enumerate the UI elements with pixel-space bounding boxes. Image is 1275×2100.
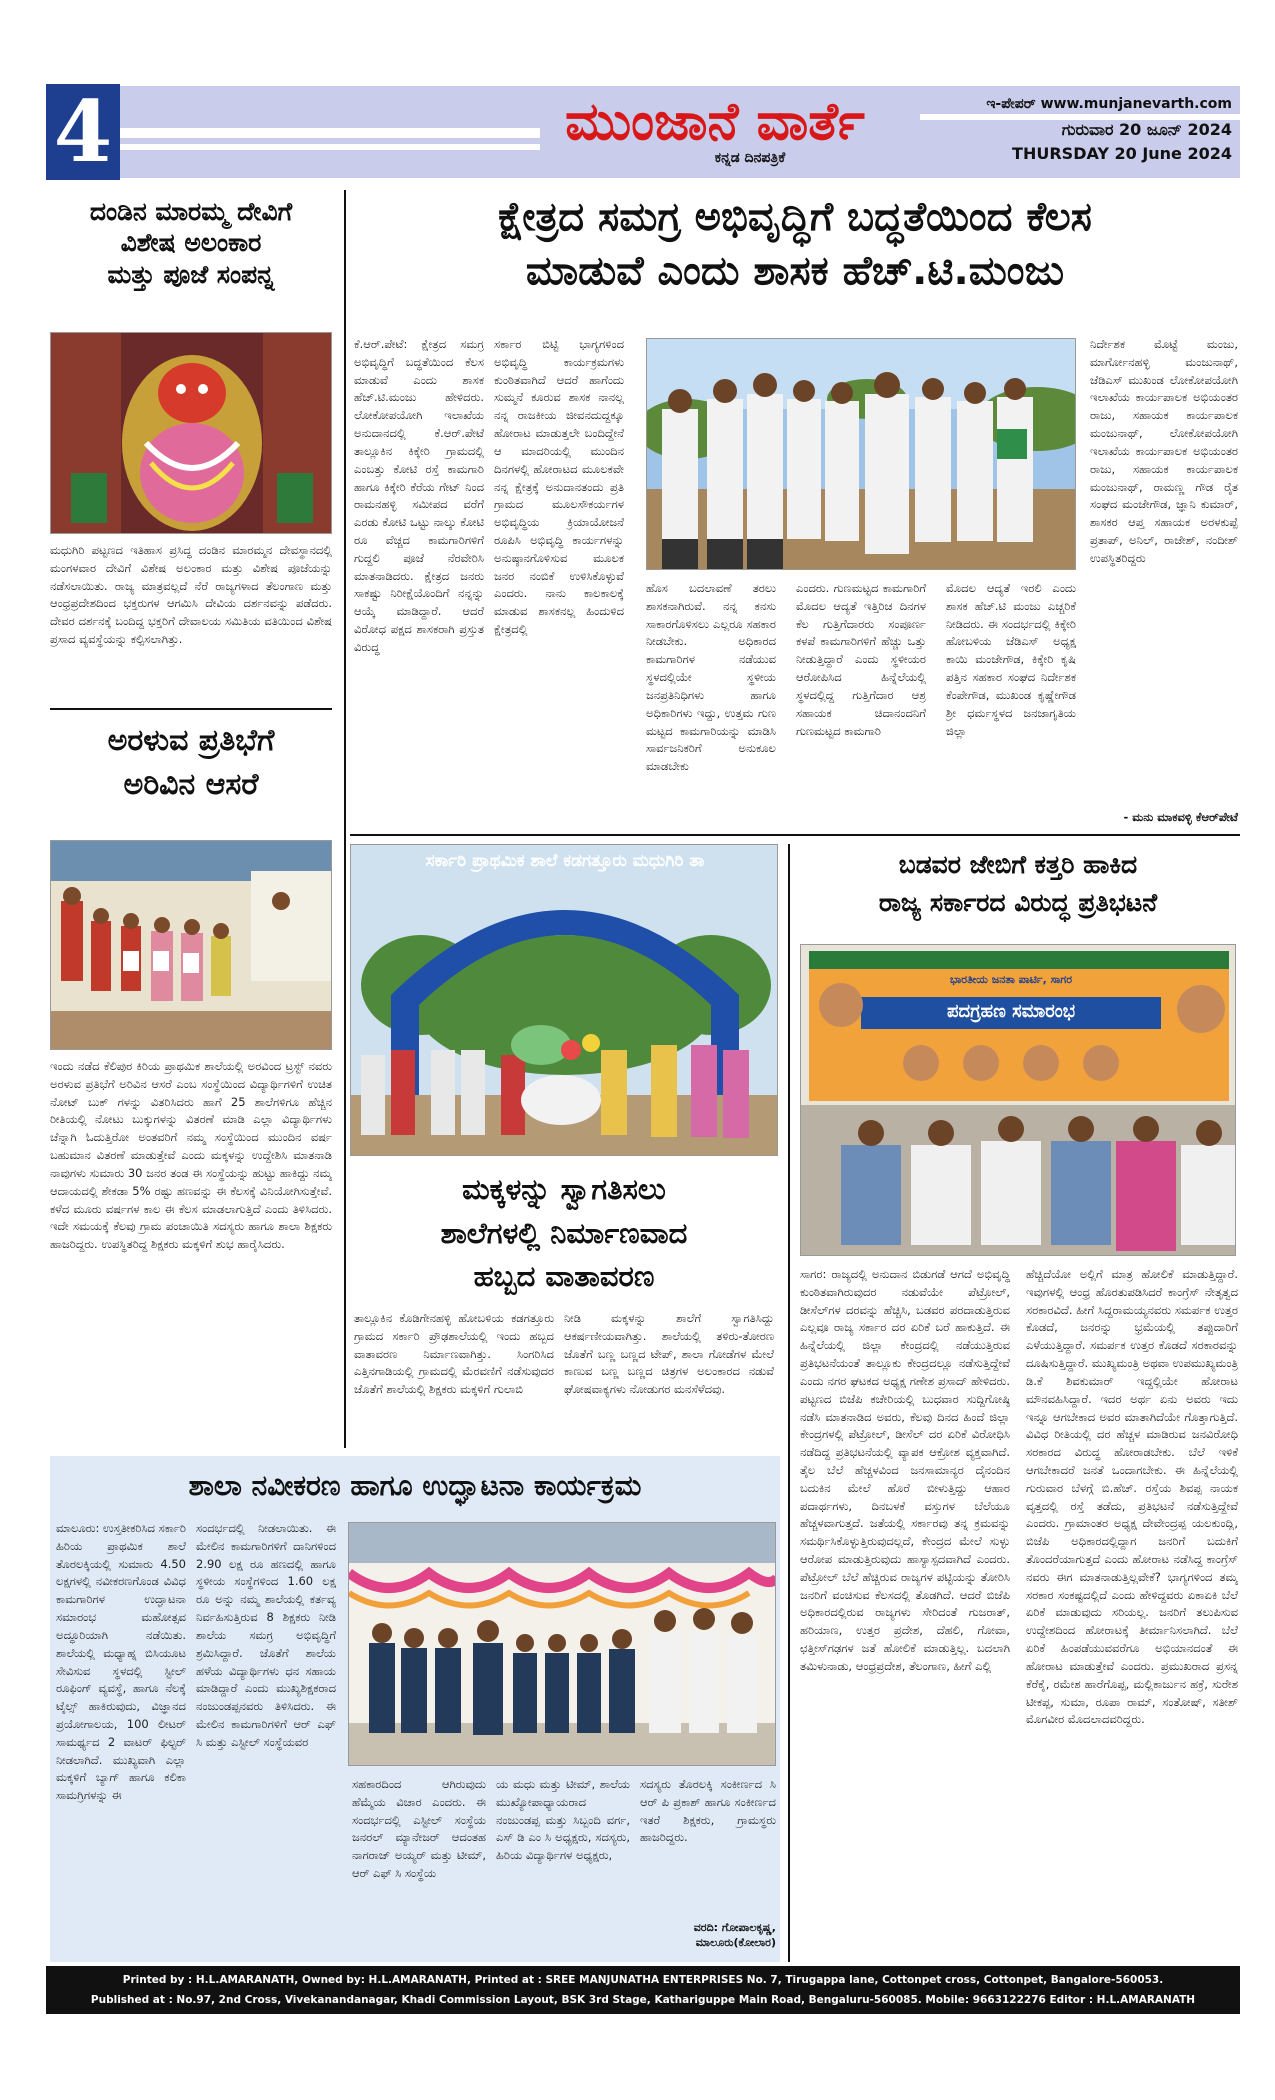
article3-col5: ಮೊದಲ ಆದ್ಯತೆ ಇರಲಿ ಎಂದು ಶಾಸಕ ಹೆಚ್.ಟಿ ಮಂಜು ಎಚ್ಚರಿಕೆ ನೀಡಿದರು. ಈ ಸಂದರ್ಭದಲ್ಲಿ ಕಿಕ್ಕೇರಿ ಹೋಬಳಿಯ ಜೆಡಿಎಸ್ ಅಧ್ಯಕ್ಷ ಕಾಯಿ ಮಂಜೇಗೌಡ, ಕಿಕ್ಕೇರಿ ಕೃಷಿ ಪತ್ತಿನ ಸಹಕಾರ ಸಂಘದ ನಿರ್ದೇಶಕ ಕೆಂಪೇಗೌಡ, ಮುಖಂಡ ಕೃಷ್ಣೇಗೌಡ ಶ್ರೀ ಧರ್ಮಸ್ಥಳದ ಜನಜಾಗೃತಿಯ ಜಿಲ್ಲಾ [946,581,1076,738]
headline-line: ಬಡವರ ಜೇಬಿಗೆ ಕತ್ತರಿ ಹಾಕಿದ [898,850,1138,879]
mla-inspection-image [647,339,1076,570]
banner-line-1: ಭಾರತೀಯ ಜನತಾ ಪಾರ್ಟಿ, ಸಾಗರ [949,973,1073,986]
headline-line: ಕ್ಷೇತ್ರದ ಸಮಗ್ರ ಅಭಿವೃದ್ಧಿಗೆ ಬದ್ಧತೆಯಿಂದ ಕೆಲಸ [498,194,1092,240]
article1-body: ಮಧುಗಿರಿ ಪಟ್ಟಣದ ಇತಿಹಾಸ ಪ್ರಸಿದ್ಧ ದಂಡಿನ ಮಾರಮ್ಮನ ದೇವಸ್ಥಾನದಲ್ಲಿ ಮಂಗಳವಾರ ದೇವಿಗೆ ವಿಶೇಷ ಅಲಂಕಾರ ಮತ್ತು ವಿಶೇಷ ಪೂಜೆಯನ್ನು ನಡೆಸಲಾಯಿತು. ರಾಜ್ಯ ಮಾತ್ರವಲ್ಲದೆ ನೆರೆ ರಾಜ್ಯಗಳಾದ ತೆಲಂಗಾಣ ಮತ್ತು ಆಂಧ್ರಪ್ರದೇಶದಿಂದ ಭಕ್ತರುಗಳ ಆಗಮಿಸಿ ದೇವಿಯ ದರ್ಶನವನ್ನು ಪಡೆದರು. ದೇವರ ದರ್ಶನಕ್ಕೆ ಬಂದಿದ್ದ ಭಕ್ತರಿಗೆ ದೇವಾಲಯ ಸಮಿತಿಯ ವತಿಯಿಂದ ವಿಶೇಷ ಪ್ರಸಾದ ವ್ಯವಸ್ಥೆಯನ್ನು ಕಲ್ಪಿಸಲಾಗಿತ್ತು. [50,543,332,647]
headline-line: ಹಬ್ಬದ ವಾತಾವರಣ [473,1259,655,1293]
goddess-photo [50,332,332,534]
article5-headline [796,846,1240,921]
headline-line: ಶಾಲೆಗಳಲ್ಲಿ ನಿರ್ಮಾಣವಾದ [440,1215,688,1250]
article4-headline [350,1168,778,1299]
article3-col6: ನಿರ್ದೇಶಕ ಮೊಟ್ಟೆ ಮಂಜು, ಮಾರ್ಗೋನಹಳ್ಳಿ ಮಂಜುನಾಥ್, ಜೆಡಿಎಸ್ ಮುಖಂಡ ಲೋಕೋಪಯೋಗಿ ಇಲಾಖೆಯ ಕಾರ್ಯಪಾಲಕ ಅಭಿಯಂತರ ರಾಜು, ಸಹಾಯಕ ಕಾರ್ಯಪಾಲಕ ಮಂಜುನಾಥ್, ಲೋಕೋಪಯೋಗಿ ಇಲಾಖೆಯ ಕಾರ್ಯಪಾಲಕ ಅಭಿಯಂತರ ರಾಜು, ಸಹಾಯಕ ಕಾರ್ಯಪಾಲಕ ಮಂಜುನಾಥ್, ರಾಮಣ್ಣ ಗೌಡ ರೈತ ಸಂಘದ ಮಂಜೇಗೌಡ, ಜ್ಞಾನಿ ಕುಮಾರ್, ಶಾಸಕರ ಆಪ್ತ ಸಹಾಯಕ ಅರಳಕುಪ್ಪೆ ಪ್ರತಾಪ್, ಅನಿಲ್, ರಾಜೇಶ್, ನಂದೀಶ್ ಉಪಸ್ಥಿತರಿದ್ದರು [1090,337,1238,565]
headline-line: ಮಕ್ಕಳನ್ನು ಸ್ವಾಗತಿಸಲು [462,1172,666,1206]
article3-col2: ಸರ್ಕಾರ ಬಿಟ್ಟಿ ಭಾಗ್ಯಗಳಿಂದ ಅಭಿವೃದ್ಧಿ ಕಾರ್ಯಕ್ರಮಗಳು ಕುಂಠಿತವಾಗಿದೆ ಆದರೆ ಹಾಗೆಂದು ಸುಮ್ಮನೆ ಕೂರುವ ಶಾಸಕ ನಾನಲ್ಲ ನನ್ನ ರಾಜಕೀಯ ಜೀವನದುದ್ದಕ್ಕೂ ಹೋರಾಟ ಮಾಡುತ್ತಲೇ ಬಂದಿದ್ದೇನೆ ಆ ಮಾದರಿಯಲ್ಲಿ ಮುಂದಿನ ದಿನಗಳಲ್ಲಿ ಹೋರಾಟದ ಮೂಲಕವೇ ನನ್ನ ಕ್ಷೇತ್ರಕ್ಕೆ ಅನುದಾನತಂದು ಪ್ರತಿ ಗ್ರಾಮದ ಮೂಲಸೌಕರ್ಯಗಳ ಅಭಿವೃದ್ಧಿಯ ಕ್ರಿಯಾಯೋಜನೆ ರೂಪಿಸಿ ಅಭಿವೃದ್ಧಿ ಕಾರ್ಯಗಳನ್ನು ಅನುಷ್ಠಾನಗೊಳಿಸುವ ಮೂಲಕ ಜನರ ನಂಬಿಕೆ ಉಳಿಸಿಕೊಳ್ಳುವೆ ಎಂದರು. ನಾನು ಕಾಲಕಾಲಕ್ಕೆ ಮಾಡುವ ಶಾಸಕನಲ್ಲ ಹಿಂದುಳಿದ ಕ್ಷೇತ್ರದಲ್ಲಿ [494,337,624,636]
school-arch-photo [350,844,778,1156]
headline-line: ರಾಜ್ಯ ಸರ್ಕಾರದ ವಿರುದ್ಧ ಪ್ರತಿಭಟನೆ [878,887,1158,917]
article6-byline: ವರದಿ: ಗೋಪಾಲಕೃಷ್ಣ, ಮಾಲೂರು(ಕೋಲಾರ) [693,1921,776,1950]
headline-line: ಮತ್ತು ಪೂಜೆ ಸಂಪನ್ನ [107,259,275,289]
article3-col4: ಎಂದರು. ಗುಣಮಟ್ಟದ ಕಾಮಗಾರಿಗೆ ಮೊದಲ ಆದ್ಯತೆ ಇತ್ತಿರಿಚ ದಿನಗಳ ಕೆಲ ಗುತ್ತಿಗೆದಾರರು ಸಂಪೂರ್ಣ ಕಳಪೆ ಕಾಮಗಾರಿಗಳಿಗೆ ಹೆಚ್ಚು ಒತ್ತು ನೀಡುತ್ತಿದ್ದಾರೆ ಎಂದು ಸ್ಥಳೀಯರ ಆರೋಪಿಸಿದ ಹಿನ್ನೆಲೆಯಲ್ಲಿ ಸ್ಥಳದಲ್ಲಿದ್ದ ಗುತ್ತಿಗೆದಾರ ಆಶ್ರ ಸಹಾಯಕ ಚಿದಾನಂದನಿಗೆ ಗುಣಮಟ್ಟದ ಕಾಮಗಾರಿ [796,581,926,738]
imprint-footer [46,1966,1240,2014]
article5-col1: ಸಾಗರ: ರಾಜ್ಯದಲ್ಲಿ ಅನುದಾನ ಬಿಡುಗಡೆ ಆಗದೆ ಅಭಿವೃದ್ಧಿ ಕುಂಠಿತವಾಗಿರುವುದರ ನಡುವೆಯೇ ಪೆಟ್ರೋಲ್, ಡೀಸೆಲ್‌ಗಳ ದರವನ್ನು ಹೆಚ್ಚಿಸಿ, ಬಡವರ ಪರದಾಡುತ್ತಿರುವ ಎಲ್ಲವೂ ರಾಜ್ಯ ಸರ್ಕಾರ ದರ ಏರಿಕೆ ಬರೆ ಹಾಕುತ್ತಿದೆ. ಈ ಹಿನ್ನೆಲೆಯಲ್ಲಿ ಜಿಲ್ಲಾ ಕೇಂದ್ರದಲ್ಲಿ ನಡೆಯುತ್ತಿರುವ ಪ್ರತಿಭಟನೆಯಂತೆ ತಾಲ್ಲೂಕು ಕೇಂದ್ರದಲ್ಲೂ ನಡೆಸುತ್ತಿದ್ದೇವೆ ಎಂದು ನಗರ ಘಟಕದ ಅಧ್ಯಕ್ಷ ಗಣೇಶ ಪ್ರಸಾದ್ ಹೇಳಿದರು. ಪಟ್ಟಣದ ಬಿಜೆಪಿ ಕಚೇರಿಯಲ್ಲಿ ಬುಧವಾರ ಸುದ್ದಿಗೋಷ್ಠಿ ನಡೆಸಿ ಮಾತನಾಡಿದ ಅವರು, ಕೆಲವು ದಿನದ ಹಿಂದೆ ಜಿಲ್ಲಾ ಕೇಂದ್ರಗಳಲ್ಲಿ ಪೆಟ್ರೋಲ್, ಡೀಸೆಲ್ ದರ ಏರಿಕೆ ವಿರೋಧಿಸಿ ನಡೆದಿದ್ದ ಪ್ರತಿಭಟನೆಯಲ್ಲಿ ವ್ಯಾಪಕ ಆಕ್ರೋಶ ವ್ಯಕ್ತವಾಗಿದೆ. ತೈಲ ಬೆಲೆ ಹೆಚ್ಚಳವಿಂದ ಜನಸಾಮಾನ್ಯರ ದೈನಂದಿನ ಬದುಕಿನ ಮೇಲೆ ಹೊರೆ ಬೀಳುತ್ತಿದ್ದು ಆಹಾರ ಪದಾರ್ಥಗಳು, ದಿನಬಳಕೆ ವಸ್ತುಗಳ ಬೆಲೆಯೂ ಹೆಚ್ಚಳವಾಗುತ್ತದೆ. ಜತೆಯಲ್ಲಿ ಸರ್ಕಾರವು ತನ್ನ ಕ್ರಮವನ್ನು ಸಮರ್ಥಿಸಿಕೊಳ್ಳುತ್ತಿರುವುದಲ್ಲದೆ, ಕೇಂದ್ರದ ಮೇಲೆ ಸುಳ್ಳು ಆರೋಪ ಮಾಡುತ್ತಿರುವುದು ಹಾಸ್ಯಾಸ್ಪದವಾಗಿದೆ ಎಂದರು. ಪೆಟ್ರೋಲ್ ಬೆಲೆ ಹೆಚ್ಚಿರುವ ರಾಜ್ಯಗಳ ಪಟ್ಟಿಯನ್ನು ತೋರಿಸಿ ಜನರಿಗೆ ವಂಚಿಸುವ ಕೆಲಸದಲ್ಲಿ ತೊಡಗಿದೆ. ಆದರೆ ಬಿಜೆಪಿ ಅಧಿಕಾರದಲ್ಲಿರುವ ರಾಜ್ಯಗಳು ಸೇರಿದಂತೆ ಗುಜರಾತ್, ಹರಿಯಾಣ, ಉತ್ತರ ಪ್ರದೇಶ, ದೆಹಲಿ, ಗೋವಾ, ಛತ್ತೀಸ್‌ಗಢಗಳ ಜತೆ ಹೋಲಿಕೆ ಮಾಡುತ್ತಿಲ್ಲ. ಬದಲಾಗಿ ತಮಿಳುನಾಡು, ಆಂಧ್ರಪ್ರದೇಶ, ತೆಲಂಗಾಣ, ಹೀಗೆ ಎಲ್ಲಿ [800,1267,1010,1673]
epaper-link[interactable]: ಇ-ಪೇಪರ್ www.munjanevarth.com [986,96,1232,112]
bjp-event-photo [800,944,1236,1256]
imprint-line: Published at : No.97, 2nd Cross, Vivekanandanagar, Khadi Commission Layout, BSK 3rd Stage, Kathariguppe Main Road, Bengaluru-560085. Mobile: 9663122276 Editor : H.L.AMARANATH [90,1994,1196,2006]
headline-line: ಅರಿವಿನ ಆಸರೆ [123,766,259,802]
article2-headline [50,722,332,803]
mla-group-photo [646,338,1076,570]
article6-col1: ಮಾಲೂರು: ಉಸ್ತತೀಕರಿಸಿದ ಸರ್ಕಾರಿ ಹಿರಿಯ ಪ್ರಾಥಮಿಕ ಶಾಲೆ ತೊರಲಕ್ಕಿಯಲ್ಲಿ ಸುಮಾರು 4.50 ಲಕ್ಷಗಳಲ್ಲಿ ನವೀಕರಣಗೊಂಡ ವಿವಿಧ ಕಾಮಗಾರಿಗಳ ಉದ್ಘಾಟನಾ ಸಮಾರಂಭ ಮಹೋತ್ಸವ ಅದ್ಧೂರಿಯಾಗಿ ನಡೆಯಿತು. ಶಾಲೆಯಲ್ಲಿ ಮಧ್ಯಾಹ್ನ ಬಿಸಿಯೂಟ ಸೇವಿಸುವ ಸ್ಥಳದಲ್ಲಿ ಸ್ಟೀಲ್ ರೂಫಿಂಗ್ ವ್ಯವಸ್ಥೆ, ಹಾಗೂ ನೆಲಕ್ಕೆ ಟೈಲ್ಸ್ ಹಾಕಿರುವುದು, ವಿಜ್ಞಾನದ ಪ್ರಯೋಗಾಲಯ, 100 ಲೀಟರ್ ಸಾಮರ್ಥ್ಯದ 2 ವಾಟರ್ ಫಿಲ್ಟರ್ ನೀಡಲಾಗಿದೆ. ಮುಖ್ಯವಾಗಿ ಎಲ್ಲಾ ಮಕ್ಕಳಿಗೆ ಬ್ಯಾಗ್ ಹಾಗೂ ಕಲಿಕಾ ಸಾಮಗ್ರಿಗಳನ್ನು ಈ [56,1521,186,1803]
date-english: THURSDAY 20 June 2024 [1012,144,1232,163]
bjp-banner-image [801,945,1236,1256]
masthead-subtitle: ಕನ್ನಡ ದಿನಪತ್ರಿಕೆ [714,150,786,166]
article6-col4: ಯ ಮಧು ಮತ್ತು ಟೀಮ್, ಶಾಲೆಯ ಮುಖ್ಯೋಪಾಧ್ಯಾಯರಾದ ನಂಜುಂಡಪ್ಪ ಮತ್ತು ಸಿಬ್ಬಂದಿ ವರ್ಗ, ಎಸ್ ಡಿ ಎಂ ಸಿ ಅಧ್ಯಕ್ಷರು, ಸದಸ್ಯರು, ಹಿರಿಯ ವಿದ್ಯಾರ್ಥಿಗಳ ಅಧ್ಯಕ್ಷರು, [496,1777,630,1863]
article4-col2: ನೀಡಿ ಮಕ್ಕಳನ್ನು ಶಾಲೆಗೆ ಸ್ವಾಗತಿಸಿದ್ದು ಆಕರ್ಷಣೀಯವಾಗಿತ್ತು. ಶಾಲೆಯಲ್ಲಿ ತಳಿರು-ತೋರಣ ಜೊತೆಗೆ ಬಣ್ಣ ಬಣ್ಣದ ಟೇಪ್, ಶಾಲಾ ಗೋಡೆಗಳ ಮೇಲೆ ಕಾಣುವ ಬಣ್ಣ ಬಣ್ಣದ ಚಿತ್ರಗಳ ಅಲಂಕಾರದ ನಡುವೆ ಘೋಷವಾಕ್ಯಗಳು ನೋಡುಗರ ಮನಸೆಳೆದವು. [564,1311,774,1397]
article1-headline [50,196,332,290]
article6-col2: ಸಂದರ್ಭದಲ್ಲಿ ನೀಡಲಾಯಿತು. ಈ ಮೇಲಿನ ಕಾಮಗಾರಿಗಳಿಗೆ ದಾನಿಗಳಿಂದ 2.90 ಲಕ್ಷ ರೂ ಹಣದಲ್ಲಿ ಹಾಗೂ ಸ್ಥಳೀಯ ಸಂಸ್ಥೆಗಳಿಂದ 1.60 ಲಕ್ಷ ರೂ ಅನ್ನು ನಮ್ಮ ಶಾಲೆಯಲ್ಲಿ ಕರ್ತವ್ಯ ನಿರ್ವಹಿಸುತ್ತಿರುವ 8 ಶಿಕ್ಷಕರು ನೀಡಿ ಶಾಲೆಯ ಸಮಗ್ರ ಅಭಿವೃದ್ಧಿಗೆ ಶ್ರಮಿಸಿದ್ದಾರೆ. ಜೊತೆಗೆ ಶಾಲೆಯ ಹಳೆಯ ವಿದ್ಯಾರ್ಥಿಗಳು ಧನ ಸಹಾಯ ಮಾಡಿದ್ದಾರೆ ಎಂದು ಮುಖ್ಯಶಿಕ್ಷಕರಾದ ನಂಜುಂಡಪ್ಪನವರು ತಿಳಿಸಿದರು. ಈ ಮೇಲಿನ ಕಾಮಗಾರಿಗಳಿಗೆ ಆರ್ ಎಫ್ ಸಿ ಮತ್ತು ಎಸ್ಟೀಲ್ ಸಂಸ್ಥೆಯವರ [196,1521,336,1749]
divider [350,834,1240,836]
masthead-rule [120,144,540,150]
page-number: 4 [46,84,120,180]
students-notebook-image [51,841,332,1050]
article2-body: ಇಂದು ನಡೆದ ಕೆಲಿಪುರ ಕಿರಿಯ ಪ್ರಾಥಮಿಕ ಶಾಲೆಯಲ್ಲಿ ಅರವಿಂದ ಟ್ರಸ್ಟ್ ನವರು ಅರಳುವ ಪ್ರತಿಭೆಗೆ ಅರಿವಿನ ಆಸರೆ ಎಂಬ ಸಂಸ್ಥೆಯಿಂದ ವಿದ್ಯಾರ್ಥಿಗಳಿಗೆ ಉಚಿತ ನೋಟ್ ಬುಕ್ ಗಳನ್ನು ವಿತರಿಸಿದರು ಹಾಗೆ 25 ಶಾಲೆಗಳಿಗೂ ಹೆಚ್ಚಿನ ರೀತಿಯಲ್ಲಿ ನೋಟು ಬುಕ್ಕುಗಳನ್ನು ವಿತರಣೆ ಮಾಡಿ ಎಲ್ಲಾ ವಿದ್ಯಾರ್ಥಿಗಳು ಚೆನ್ನಾಗಿ ಓದುತ್ತಿರೋ ಅಂತವರಿಗೆ ನಮ್ಮ ಸಂಸ್ಥೆಯಿಂದ ಮುಂದಿನ ವರ್ಷ ಬಹುಮಾನ ವಿತರಣೆ ಮಾಡುತ್ತೇವೆ ಎಂದು ಮಕ್ಕಳನ್ನು ಉದ್ದೇಶಿಸಿ ಮಾತನಾಡಿ ನಾವುಗಳು ಸುಮಾರು 30 ಜನರ ತಂಡ ಈ ಸಂಸ್ಥೆಯನ್ನು ಹುಟ್ಟು ಹಾಕಿದ್ದು ನಮ್ಮ ಆದಾಯದಲ್ಲಿ ಶೇಕಡಾ 5% ರಷ್ಟು ಹಣವನ್ನು ಈ ಕೆಲಸಕ್ಕೆ ವಿನಿಯೋಗಿಸುತ್ತೇವೆ. ಕಳೆದ ಮೂರು ವರ್ಷಗಳ ಕಾಲ ಈ ಕೆಲಸ ಮಾಡಲಾಗುತ್ತಿದೆ ಎಂದು ತಿಳಿಸಿದರು. ಇದೇ ಸಮಯಕ್ಕೆ ಕೆಲವು ಗ್ರಾಮ ಪಂಚಾಯಿತಿ ಸದಸ್ಯರು ಹಾಗೂ ಶಾಲಾ ಶಿಕ್ಷಕರು ಹಾಜರಿದ್ದರು. ಉಪಸ್ಥಿತರಿದ್ದ ಶಿಕ್ಷಕರು ಮಕ್ಕಳಿಗೆ ಶುಭ ಹಾರೈಸಿದರು. [50,1059,332,1252]
imprint-line: Printed by : H.L.AMARANATH, Owned by: H.L.AMARANATH, Printed at : SREE MANJUNATHA ENTERPRISES No. 7, Tirugappa lane, Cottonpet cross, Cottonpet, Bangalore-560053. [122,1974,1164,1986]
decorated-school-gate-image [351,845,778,1156]
students-photo [50,840,332,1050]
headline-line: ದಂಡಿನ ಮಾರಮ್ಮ ದೇವಿಗೆ [89,197,293,226]
article4-col1: ತಾಲ್ಲೂಕಿನ ಕೊಡಿಗೇನಹಳ್ಳಿ ಹೋಬಳಿಯ ಕಡಗತ್ತೂರು ಗ್ರಾಮದ ಸರ್ಕಾರಿ ಪ್ರೌಢಶಾಲೆಯಲ್ಲಿ ಇಂದು ಹಬ್ಬದ ವಾತಾವರಣ ನಿರ್ಮಾಣವಾಗಿತ್ತು. ಸಿಂಗರಿಸಿದ ಎತ್ತಿನಗಾಡಿಯಲ್ಲಿ ಗ್ರಾಮದಲ್ಲಿ ಮೆರವಣಿಗೆ ನಡೆಸುವುದರ ಜೊತೆಗೆ ಶಾಲೆಯಲ್ಲಿ ಶಿಕ್ಷಕರು ಮಕ್ಕಳಿಗೆ ಗುಲಾಬಿ [354,1311,554,1397]
masthead-title[interactable]: ಮುಂಜಾನೆ ವಾರ್ತೆ [565,91,865,152]
banner-line-2: ಪದಗ್ರಹಣ ಸಮಾರಂಭ [947,1001,1075,1022]
column-divider [344,190,346,1448]
goddess-idol-image [51,333,332,534]
date-kannada: ಗುರುವಾರ 20 ಜೂನ್ 2024 [1061,120,1232,139]
article3-col3: ಹೊಸ ಬದಲಾವಣೆ ತರಲು ಶಾಸಕನಾಗಿರುವೆ. ನನ್ನ ಕನಸು ಸಾಕಾರಗೊಳಿಸಲು ಎಲ್ಲರೂ ಸಹಕಾರ ನೀಡಬೇಕು. ಅಧಿಕಾರದ ಕಾಮಗಾರಿಗಳ ನಡೆಯುವ ಸ್ಥಳದಲ್ಲಿಯೇ ಸ್ಥಳೀಯ ಜನಪ್ರತಿನಿಧಿಗಳು ಹಾಗೂ ಅಧಿಕಾರಿಗಳು ಇದ್ದು, ಉತ್ತಮ ಗುಣ ಮಟ್ಟದ ಕಾಮಗಾರಿಯನ್ನು ಮಾಡಿಸಿ ಸಾರ್ವಜನಿಕರಿಗೆ ಅನುಕೂಲ ಮಾಡಬೇಕು [646,581,776,774]
divider [50,708,332,710]
headline-line: ಮಾಡುವೆ ಎಂದು ಶಾಸಕ ಹೆಚ್.ಟಿ.ಮಂಜು [525,248,1065,294]
article6-col5: ಸದಸ್ಯರು ತೊರಲಕ್ಕಿ ಸಂಕೀರ್ಣದ ಸಿ ಆರ್ ಪಿ ಪ್ರಕಾಶ್ ಹಾಗೂ ಸಂಕೀರ್ಣದ ಇತರೆ ಶಿಕ್ಷಕರು, ಗ್ರಾಮಸ್ಥರು ಹಾಜರಿದ್ದರು. [640,1777,776,1845]
arch-text: ಸರ್ಕಾರಿ ಪ್ರಾಥಮಿಕ ಶಾಲೆ ಕಡಗತ್ತೂರು ಮಧುಗಿರಿ ತಾ [425,851,705,871]
headline-line: ವಿಶೇಷ ಅಲಂಕಾರ [120,228,262,258]
article6-col3: ಸಹಕಾರದಿಂದ ಆಗಿರುವುದು ಹೆಮ್ಮೆಯ ವಿಚಾರ ಎಂದರು. ಈ ಸಂದರ್ಭದಲ್ಲಿ ಎಸ್ಟೀಲ್ ಸಂಸ್ಥೆಯ ಜನರಲ್ ಮ್ಯಾನೇಜರ್ ಆದಂತಹ ನಾಗರಾಜ್ ಅಯ್ಯರ್ ಮತ್ತು ಟೀಮ್, ಆರ್ ಎಫ್ ಸಿ ಸಂಸ್ಥೆಯ [352,1777,486,1881]
article3-byline: - ಮನು ಮಾಕವಳ್ಳಿ ಕೆಆರ್‌ಪೇಟೆ [1123,810,1238,824]
column-divider [788,844,790,1962]
article3-col1: ಕೆ.ಆರ್.ಪೇಟೆ: ಕ್ಷೇತ್ರದ ಸಮಗ್ರ ಅಭಿವೃದ್ಧಿಗೆ ಬದ್ಧತೆಯಿಂದ ಕೆಲಸ ಮಾಡುವೆ ಎಂದು ಶಾಸಕ ಹೆಚ್.ಟಿ.ಮಂಜು ಹೇಳಿದರು. ಲೋಕೋಪಯೋಗಿ ಇಲಾಖೆಯ ಅನುದಾನದಲ್ಲಿ ಕೆ.ಆರ್.ಪೇಟೆ ತಾಲ್ಲೂಕಿನ ಕಿಕ್ಕೇರಿ ಗ್ರಾಮದಲ್ಲಿ ಎಂಬತ್ತು ಕೋಟಿ ರಸ್ತೆ ಕಾಮಗಾರಿ ಹಾಗೂ ಕಿಕ್ಕೇರಿ ಕೆರೆಯ ಗೇಟ್ ನಿಂದ ರಾಮನಹಳ್ಳಿ ಸಮೀಪದ ವರೆಗೆ ಎರಡು ಕೋಟಿ ಒಟ್ಟು ನಾಲ್ಕು ಕೋಟಿ ರೂ ವೆಚ್ಚದ ಕಾಮಗಾರಿಗಳಿಗೆ ಗುದ್ದಲಿ ಪೂಜೆ ನೆರವೇರಿಸಿ ಮಾತನಾಡಿದರು. ಕ್ಷೇತ್ರದ ಜನರು ಸಾಕಷ್ಟು ನಿರೀಕ್ಷೆಯೊಂದಿಗೆ ನನ್ನನ್ನು ಆಯ್ಕೆ ಮಾಡಿದ್ದಾರೆ. ಆದರೆ ವಿರೋಧ ಪಕ್ಷದ ಶಾಸಕರಾಗಿ ಪ್ರಸ್ತುತ ವಿರುದ್ಧ [354,337,484,654]
article3-headline [350,190,1240,298]
school-inauguration-image [349,1523,776,1766]
masthead-rule [120,128,540,138]
article6-headline: ಶಾಲಾ ನವೀಕರಣ ಹಾಗೂ ಉದ್ಘಾಟನಾ ಕಾರ್ಯಕ್ರಮ [188,1469,642,1502]
headline-line: ಅರಳುವ ಪ್ರತಿಭೆಗೆ [107,723,275,758]
article5-col2: ಹೆಚ್ಚಿದೆಯೋ ಅಲ್ಲಿಗೆ ಮಾತ್ರ ಹೋಲಿಕೆ ಮಾಡುತ್ತಿದ್ದಾರೆ. ಇವುಗಳಲ್ಲಿ ಆಂಧ್ರ ಹೊರತುಪಡಿಸಿದರೆ ಕಾಂಗ್ರೆಸ್ ನೇತೃತ್ವದ ಸರಕಾರವಿದೆ. ಹೀಗೆ ಸಿದ್ದರಾಮಯ್ಯನವರು ಸಮರ್ಪಕ ಉತ್ತರ ಕೊಡದೆ, ಜನರನ್ನು ಭ್ರಮೆಯಲ್ಲಿ ತಪ್ಪುದಾರಿಗೆ ಎಳೆಯುತ್ತಿದ್ದಾರೆ. ಸಮರ್ಪಕ ಉತ್ತರ ಕೊಡದೆ ಸರಕಾರವನ್ನು ದೂಷಿಸುತ್ತಿದ್ದಾರೆ. ಮುಖ್ಯಮಂತ್ರಿ ಅಥವಾ ಉಪಮುಖ್ಯಮಂತ್ರಿ ಡಿ.ಕೆ ಶಿವಕುಮಾರ್ ಇದ್ದಲ್ಲಿಯೇ ಹೋರಾಟ ಮೌನವಹಿಸಿದ್ದಾರೆ. ಇದರ ಅರ್ಥ ಏನು ಅವರು ಇದು ಇನ್ನೂ ಆಗಬೇಕಾದ ಅವರ ಮಾತಾಗಿದೆಯೇ ಗೊತ್ತಾಗುತ್ತಿದೆ. ವಿವಿಧ ರೀತಿಯಲ್ಲಿ ದರ ಹೆಚ್ಚಳ ಮಾಡಿರುವ ಜನವಿರೋಧಿ ಸರಕಾರದ ವಿರುದ್ಧ ಹೋರಾಡಬೇಕು. ಬೆಲೆ ಇಳಿಕೆ ಆಗಬೇಕಾದರೆ ಜನತೆ ಒಂದಾಗಬೇಕು. ಈ ಹಿನ್ನೆಲೆಯಲ್ಲಿ ಗುರುವಾರ ಬೆಳಗ್ಗೆ ಬಿ.ಹೆಚ್. ರಸ್ತೆಯ ಶಿವಪ್ಪ ನಾಯಕ ವೃತ್ತದಲ್ಲಿ ರಸ್ತೆ ತಡೆದು, ಪ್ರತಿಭಟನೆ ನಡೆಸುತ್ತಿದ್ದೇವೆ ಎಂದರು. ಗ್ರಾಮಾಂತರ ಅಧ್ಯಕ್ಷ ದೇವೇಂದ್ರಪ್ಪ ಯಲಕುಂದ್ಲಿ, ಬಿಜೆಪಿ ಅಧಿಕಾರದಲ್ಲಿದ್ದಾಗ ಜನರಿಗೆ ಬದುಕಿಗೆ ತೊಂದರೆಯಾಗುತ್ತದೆ ಎಂದು ಹೋರಾಟ ನಡೆಸಿದ್ದ ಕಾಂಗ್ರೆಸ್ ನವರು ಈಗ ಮಾತನಾಡುತ್ತಿಲ್ಲವೇಕೆ? ಭಾಗ್ಯಗಳಿಂದ ತಮ್ಮ ಸರಕಾರ ಸಂಕಷ್ಟದಲ್ಲಿದೆ ಎಂದು ಹೇಳಿದ್ದವರು ಏಕಾಏಕಿ ಬೆಲೆ ಏರಿಕೆ ಮಾಡುವುದು ಸರಿಯಲ್ಲ. ಜನರಿಗೆ ತಲುಪಿಸುವ ಉದ್ದೇಶದಿಂದ ಹೋರಾಟಕ್ಕೆ ತೀರ್ಮಾನಿಸಲಾಗಿದೆ. ಬೆಲೆ ಏರಿಕೆ ಹಿಂಪಡೆಯುವವರೆಗೂ ಅಭಿಯಾನದಂತೆ ಈ ಹೋರಾಟ ಮಾಡುತ್ತೇವೆ ಎಂದರು. ಪ್ರಮುಖರಾದ ಪ್ರಸನ್ನ ಕೆರೆಕೈ, ರಮೇಶ ಹಾರೆಗೊಪ್ಪ, ಮಲ್ಲಿಕಾರ್ಜುನ ಹಕ್ರೆ, ಸುರೇಶ ಟೀಕಪ್ಪ, ಸುಮಾ, ರೂಪಾ ರಾಮ್, ಸಂತೋಷ್, ಸತೀಶ್ ಮೊಗವೀರ ಮೊದಲಾದವರಿದ್ದರು. [1026,1267,1238,1727]
school-event-photo [348,1522,776,1766]
